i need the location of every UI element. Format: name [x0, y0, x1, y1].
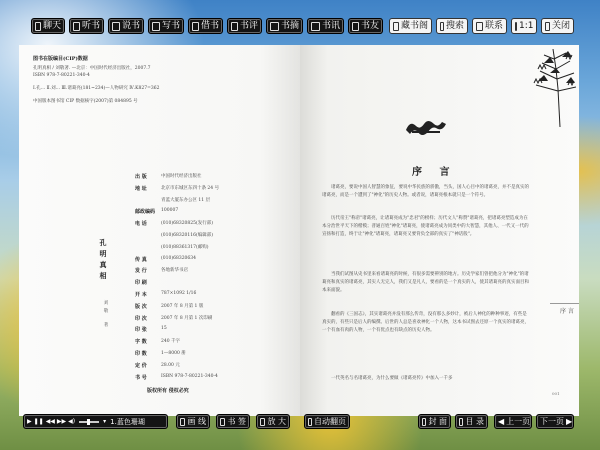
- bookmark-button[interactable]: 书 签: [216, 414, 250, 429]
- music-player: [23, 414, 168, 429]
- listen-button[interactable]: 听书: [69, 18, 104, 34]
- cip-line: Ⅰ.孔… Ⅱ.刘… Ⅲ.诸葛亮(181~234)—人物研究 Ⅳ.K827=362: [33, 86, 160, 91]
- cip-line: 孔明真相 / 刘敬著. —北京：中国时代经济出版社，2007.7: [33, 66, 151, 71]
- close-button[interactable]: 关闭: [541, 18, 574, 34]
- info-row: [135, 173, 202, 182]
- info-value: (010)88361317(邮购): [161, 244, 209, 250]
- cover-button[interactable]: 封 面: [418, 414, 451, 429]
- info-row: [135, 374, 218, 383]
- digest-button[interactable]: 书摘: [266, 18, 303, 34]
- chat-icon: [35, 22, 41, 31]
- contact-button[interactable]: 联系: [472, 18, 507, 34]
- info-label: 版 次: [135, 303, 147, 310]
- auto-flip-button[interactable]: 自动翻页: [304, 414, 350, 429]
- rights-notice: 版权所有 侵权必究: [147, 388, 189, 394]
- zoom-ratio-button[interactable]: 1:1: [511, 18, 537, 34]
- info-value: 15: [161, 326, 167, 332]
- book-icon: [192, 22, 199, 31]
- info-value: 北京市东城区东四十条 24 号: [161, 185, 220, 191]
- info-row: [135, 232, 213, 241]
- friends-icon: [352, 22, 359, 31]
- info-row: [135, 220, 213, 229]
- chapter-side-tab: 序 言: [550, 303, 579, 315]
- info-value: 青蓝大厦东办公区 11 层: [161, 197, 211, 203]
- pause-icon[interactable]: ❚❚: [33, 418, 44, 425]
- info-row: [135, 185, 219, 194]
- info-label: 邮政编码: [135, 209, 156, 216]
- info-label: 发 行: [135, 268, 147, 275]
- body-paragraph: 一代英名与名诸葛亮，为什么要做《诸葛亮传》中加入一千多: [331, 376, 453, 381]
- zoom-in-button[interactable]: 放 大: [256, 414, 290, 429]
- prev-track-icon[interactable]: ◀◀: [45, 418, 55, 425]
- cip-line: ISBN 978-7-80221-340-4: [33, 73, 90, 78]
- headphones-icon: [73, 22, 80, 31]
- info-row: [135, 303, 203, 312]
- info-row: [135, 315, 212, 324]
- info-label: 印 次: [135, 315, 147, 322]
- right-arrow-icon: ▶: [566, 417, 573, 426]
- pine-tree-illustration: [530, 49, 576, 127]
- search-icon: [440, 22, 444, 31]
- info-row: [135, 256, 196, 265]
- envelope-icon: [476, 22, 483, 31]
- info-row: [135, 244, 209, 253]
- top-toolbar: [0, 0, 600, 44]
- bottom-toolbar: [0, 414, 600, 436]
- info-row: [135, 279, 161, 288]
- vertical-book-title: 孔 明 真 相: [99, 238, 107, 280]
- friends-button[interactable]: 书友: [348, 18, 383, 34]
- review-icon: [231, 22, 238, 31]
- write-button[interactable]: 写书: [148, 18, 184, 34]
- info-value: 1—8000 册: [161, 351, 186, 356]
- cover-icon: [422, 418, 426, 426]
- news-button[interactable]: 书讯: [307, 18, 344, 34]
- next-track-icon[interactable]: ▶▶: [56, 418, 67, 425]
- info-label: 印 张: [135, 327, 147, 334]
- right-page[interactable]: [300, 45, 579, 416]
- info-label: [135, 197, 161, 206]
- shelf-icon: [393, 22, 399, 31]
- left-arrow-icon: ◀: [498, 417, 505, 426]
- info-label: 定 价: [135, 362, 147, 369]
- info-value: 2007 年 8 月第 1 版: [161, 303, 204, 309]
- volume-slider[interactable]: [79, 421, 99, 423]
- talk-button[interactable]: 说书: [108, 18, 144, 34]
- info-row: [135, 326, 167, 335]
- list-icon: [459, 418, 463, 426]
- info-value: ISBN 978-7-80221-340-4: [161, 373, 218, 379]
- left-page[interactable]: [19, 45, 300, 416]
- draw-line-button[interactable]: 画 线: [176, 414, 210, 429]
- pen-icon: [152, 22, 160, 31]
- info-label: [135, 232, 161, 241]
- info-label: 开 本: [135, 292, 147, 298]
- info-label: 字 数: [135, 339, 147, 346]
- info-row: [135, 267, 188, 276]
- info-row: [135, 362, 180, 371]
- prev-page-button[interactable]: ◀ 上一页: [494, 414, 532, 429]
- info-label: 出 版: [135, 174, 147, 180]
- bookmark-icon: [220, 418, 225, 426]
- info-value: 787×1092 1/16: [161, 291, 197, 296]
- body-paragraph: 当我们试图从史书里来看诸葛亮的时候，有很多需要辨别的地方。历史学家们曾把他分为"神化"的诸葛亮和真实的诸葛亮，其实人无完人，我们又是凡人，要看的是一个真实的人，使其诸葛亮的真实面目和本来面貌。: [322, 272, 529, 294]
- review-button[interactable]: 书评: [227, 18, 262, 34]
- info-value: (010)68320825(发行部): [161, 221, 214, 227]
- info-value: 240 千字: [161, 339, 181, 345]
- body-paragraph: 诸葛亮，要说中国人智慧的象征，要说中华民族的骄傲，当头，国人心目中的诸葛亮，并不是真实的诸葛亮，而是一个遭到了"神化"的历史人物。或者说，诸葛亮根本就只是一个符号。: [322, 185, 529, 199]
- info-row: [135, 350, 186, 359]
- info-label: 印 刷: [135, 280, 147, 287]
- vertical-author: 刘 敬 著: [103, 301, 109, 328]
- magnifier-icon: [260, 418, 265, 426]
- info-label: 电 话: [135, 221, 147, 228]
- info-row: [135, 208, 178, 217]
- preface-title: 序 言: [412, 167, 457, 178]
- notes-icon: [270, 22, 279, 31]
- track-dropdown-icon[interactable]: ▾: [103, 418, 107, 425]
- info-value: 2007 年 8 月第 1 次印刷: [161, 315, 213, 321]
- zoom-icon: [515, 22, 517, 31]
- volume-icon[interactable]: ◀): [68, 418, 76, 425]
- pencil-icon: [180, 418, 185, 426]
- info-label: 传 真: [135, 256, 147, 263]
- search-button[interactable]: 搜索: [436, 18, 468, 34]
- speech-icon: [112, 22, 120, 31]
- info-value: 28.00 元: [161, 362, 180, 368]
- open-book: [19, 45, 579, 416]
- body-paragraph: 翻看的《三国志》，其实诸葛亮并没有那么传奇，没有那么多妙计，被后人神化的种种事迹，有些是真实的，有些只是后人的编撰。后世的人总是喜欢神化一个人物，这本书试图去还原一个真实的诸葛亮，一个有血有肉的人物，一个有优点也有缺点的历史人物。: [322, 312, 529, 334]
- info-value: 各地新华书店: [161, 268, 188, 274]
- news-icon: [311, 22, 320, 31]
- body-paragraph: 历代帝王"称帝"诸葛亮，让诸葛亮成为"忠君"的榜样；历代文人"称赞"诸葛亮，把诸葛亮塑造成为在本分治世平天下的楷模；普通百姓"神化"诸葛亮，使诸葛亮成为同类中的大智慧，其他人、一代又一代的宣扬和打造，终于让"神化"诸葛亮，诸葛亮又要背负全部的真实了"神话般"。: [322, 216, 529, 238]
- toc-button[interactable]: 目 录: [455, 414, 488, 429]
- close-icon: [545, 22, 550, 31]
- info-row: [135, 338, 180, 347]
- info-label: [135, 244, 161, 253]
- info-row: [135, 197, 210, 206]
- info-row: [135, 291, 196, 300]
- info-value: 中国时代经济出版社: [161, 174, 202, 179]
- borrow-button[interactable]: 借书: [188, 18, 223, 34]
- next-page-button[interactable]: 下一页 ▶: [536, 414, 574, 429]
- track-name: 1.蓝色珊瑚: [110, 417, 145, 426]
- info-label: 印 数: [135, 351, 147, 357]
- bookshelf-button[interactable]: 藏书阁: [389, 18, 432, 34]
- cip-line: 中国版本图书馆 CIP 数据核字(2007)第 084895 号: [33, 99, 138, 104]
- chat-button[interactable]: 聊天: [31, 18, 65, 34]
- autoflip-icon: [308, 418, 312, 426]
- dragon-ornament: [404, 118, 448, 136]
- info-value: (010)68320634: [161, 255, 197, 261]
- page-number: 001: [552, 391, 560, 396]
- info-value: 100007: [161, 208, 179, 214]
- info-label: 地 址: [135, 185, 147, 192]
- info-value: (010)68320116(编辑部): [161, 233, 214, 238]
- cip-title: 图书在版编目(CIP)数据: [33, 56, 88, 62]
- info-label: 书 号: [135, 374, 147, 381]
- play-icon[interactable]: ▶: [27, 418, 32, 425]
